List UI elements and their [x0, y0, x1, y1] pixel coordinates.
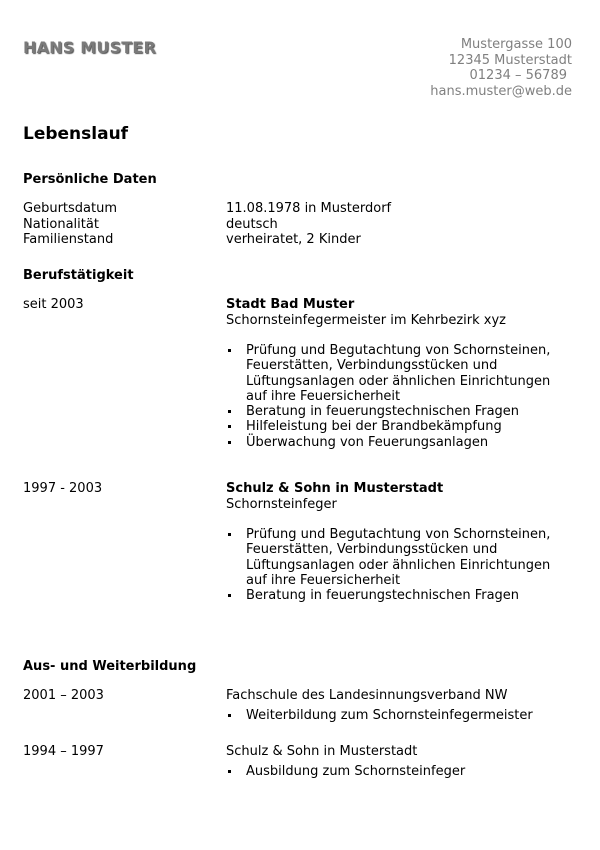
job-task-list: [226, 343, 566, 450]
education-institution: Schulz & Sohn in Musterstadt: [226, 744, 418, 759]
job-employer: Stadt Bad Muster: [226, 297, 355, 312]
job-employer: Schulz & Sohn in Musterstadt: [226, 481, 444, 496]
phone-number: 01234 – 56789: [469, 68, 567, 83]
job-task-list: [226, 527, 566, 603]
education-entry: [226, 744, 566, 779]
nationality-label: Nationalität: [23, 216, 99, 232]
education-period: 1994 – 1997: [23, 744, 104, 759]
section-heading-personal: Persönliche Daten: [23, 172, 157, 187]
job-period: seit 2003: [23, 297, 84, 312]
list-item: Prüfung und Begutachtung von Schornsteinen, Feuerstätten, Verbindungsstücken und Lüftungsanlagen oder ähnlichen Einrichtungen auf ihre Feuersicherheit: [226, 343, 566, 404]
family-value: verheiratet, 2 Kinder: [226, 232, 361, 247]
section-heading-career: Berufstätigkeit: [23, 268, 134, 283]
job-period: 1997 - 2003: [23, 481, 103, 496]
education-institution: Fachschule des Landesinnungsverband NW: [226, 688, 508, 703]
section-heading-education: Aus- und Weiterbildung: [23, 659, 197, 674]
contact-block: [430, 37, 572, 99]
birth-value: 11.08.1978 in Musterdorf: [226, 201, 392, 216]
applicant-name: HANS MUSTER: [23, 38, 157, 57]
address-city: 12345 Musterstadt: [448, 52, 572, 68]
education-period: 2001 – 2003: [23, 688, 104, 703]
list-item: Prüfung und Begutachtung von Schornsteinen, Feuerstätten, Verbindungsstücken und Lüftungsanlagen oder ähnlichen Einrichtungen auf ihre Feuersicherheit: [226, 527, 566, 588]
job-position: Schornsteinfegermeister im Kehrbezirk xyz: [226, 312, 506, 328]
list-item: Weiterbildung zum Schornsteinfegermeister: [226, 708, 566, 723]
personal-labels: [23, 201, 117, 248]
job-position: Schornsteinfeger: [226, 496, 337, 512]
list-item: Hilfeleistung bei der Brandbekämpfung: [226, 419, 566, 434]
education-detail-list: [226, 708, 566, 723]
birth-label: Geburtsdatum: [23, 201, 117, 216]
personal-values: [226, 201, 391, 248]
job-entry: [226, 481, 566, 603]
family-label: Familienstand: [23, 232, 114, 247]
list-item: Beratung in feuerungstechnischen Fragen: [226, 588, 566, 603]
document-title: Lebenslauf: [23, 124, 129, 144]
email-address: hans.muster@web.de: [430, 83, 572, 99]
list-item: Beratung in feuerungstechnischen Fragen: [226, 404, 566, 419]
list-item: Überwachung von Feuerungsanlagen: [226, 435, 566, 450]
education-detail-list: [226, 764, 566, 779]
address-street: Mustergasse 100: [460, 37, 572, 52]
list-item: Ausbildung zum Schornsteinfeger: [226, 764, 566, 779]
nationality-value: deutsch: [226, 216, 278, 232]
education-entry: [226, 688, 566, 723]
job-entry: [226, 297, 566, 450]
